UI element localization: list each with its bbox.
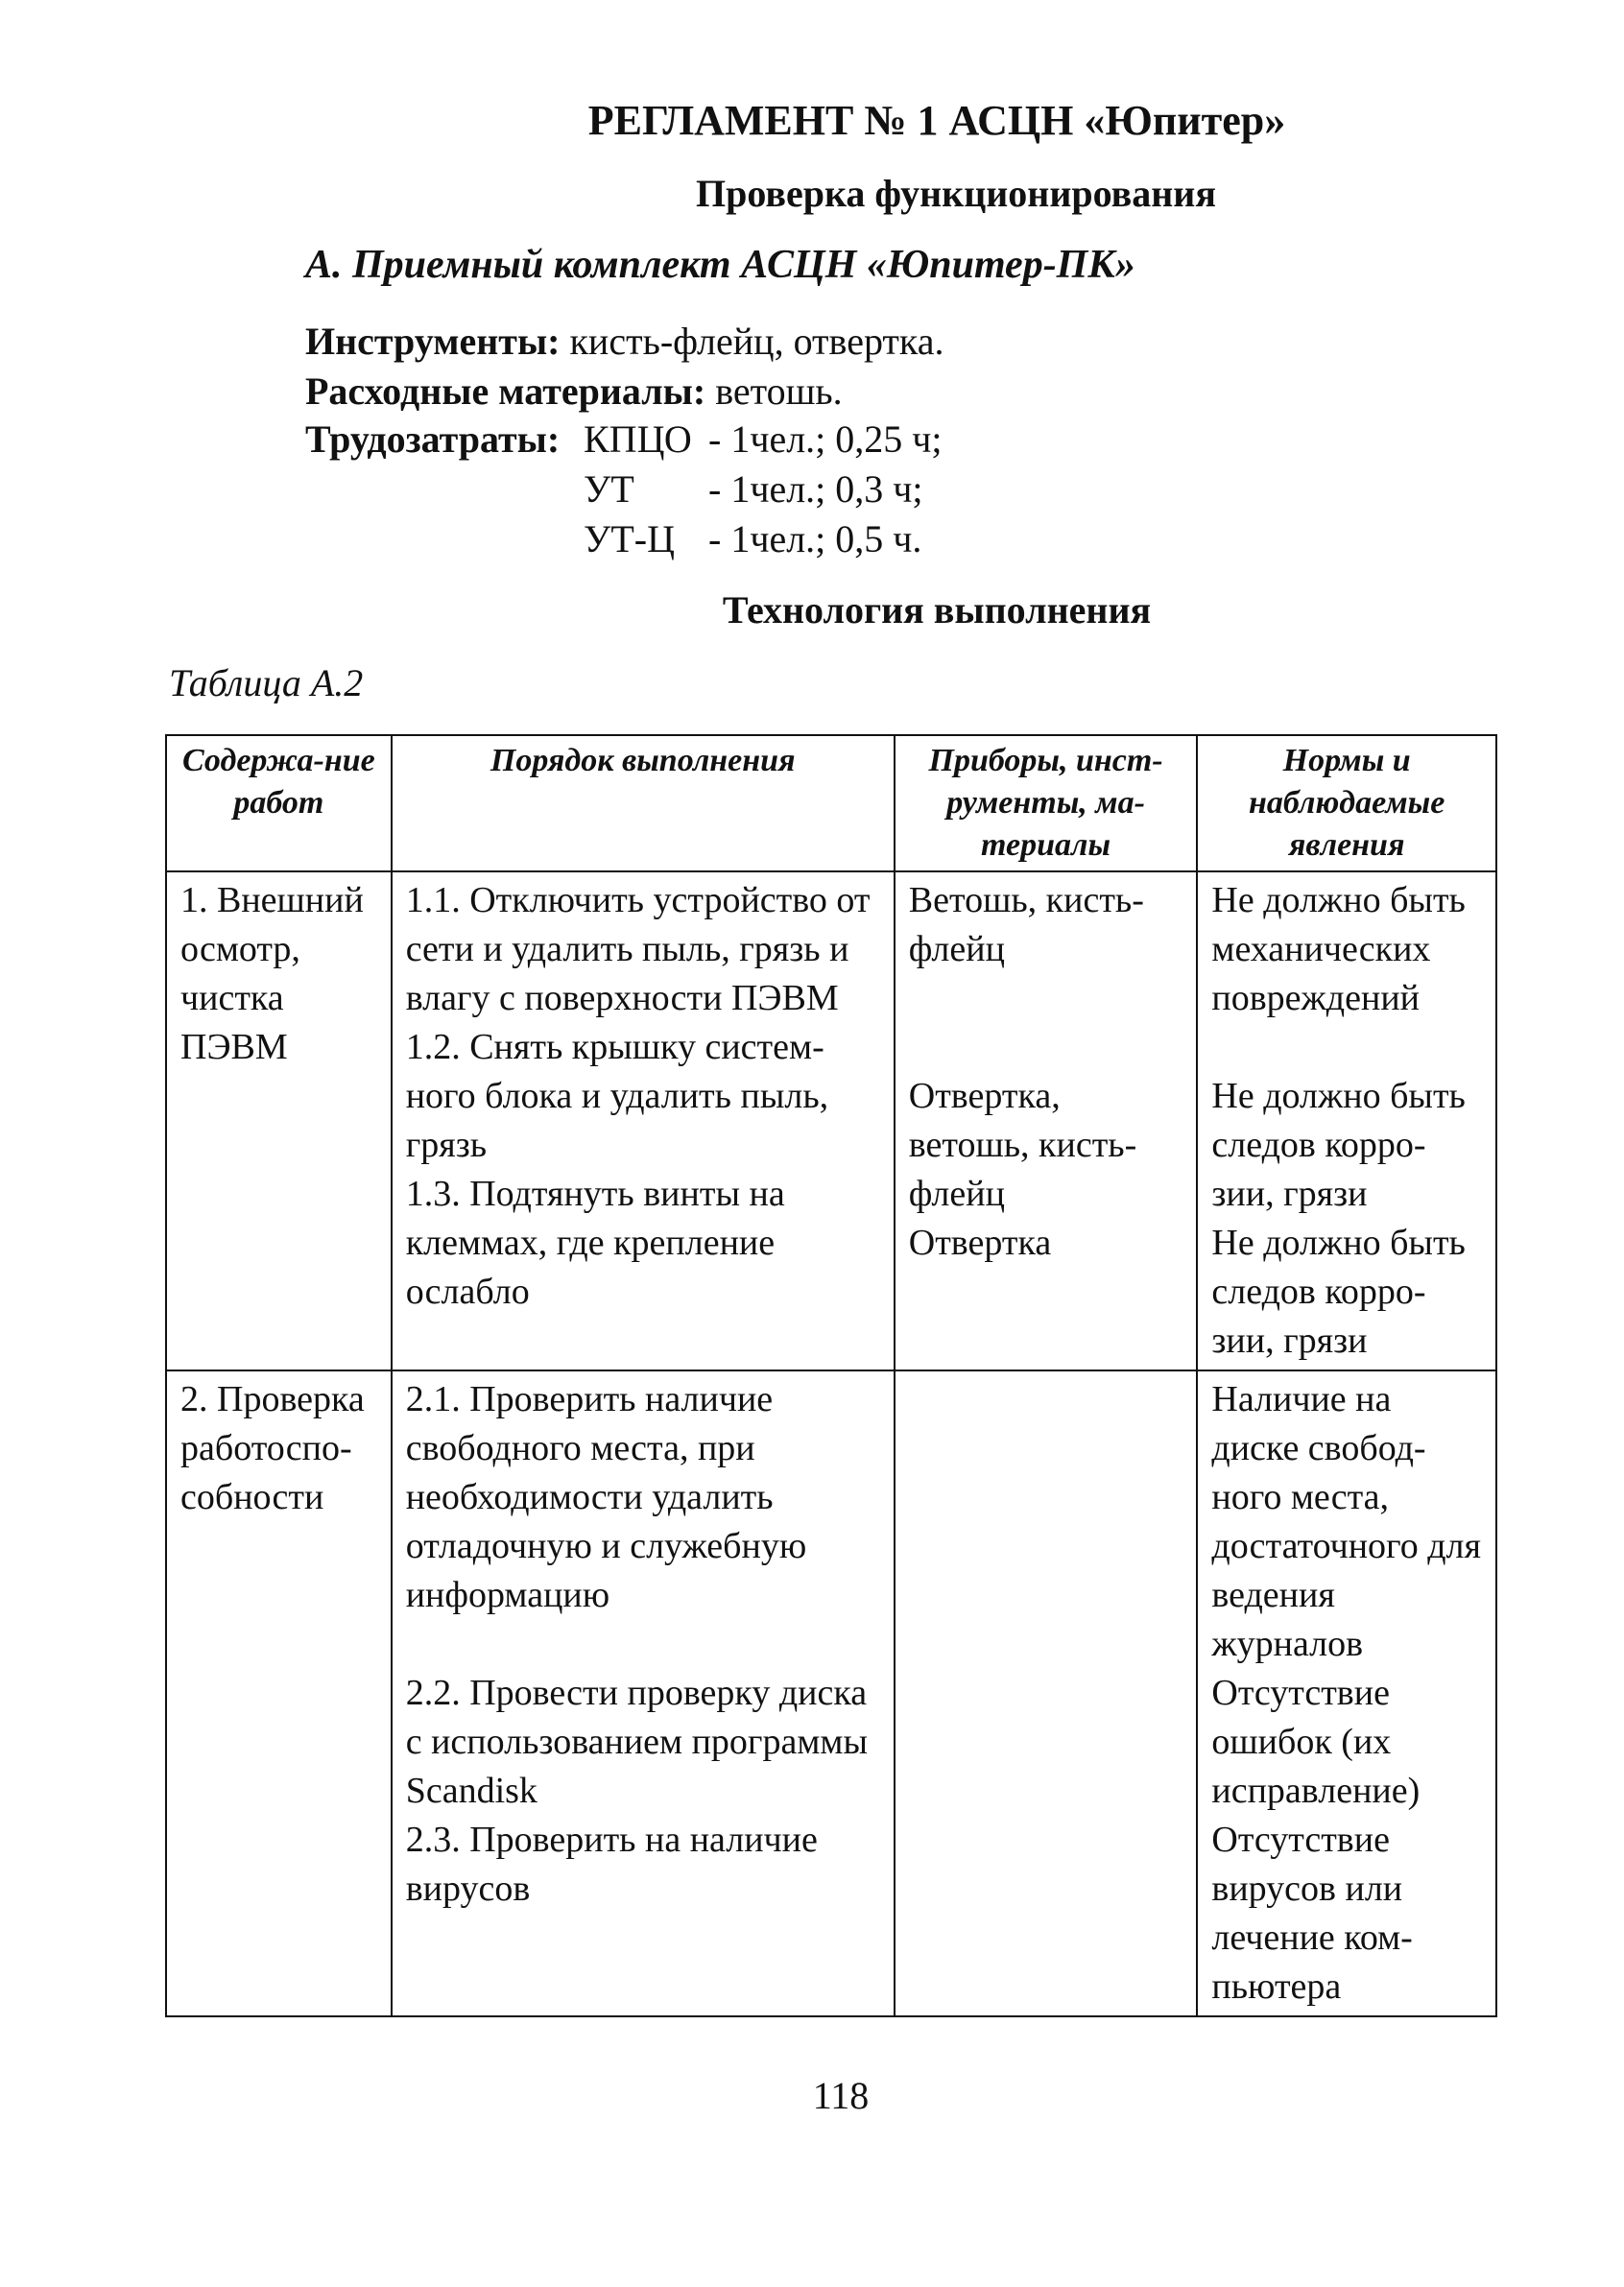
norm-item: Не должно быть следов корро-зии, грязи xyxy=(1211,1076,1466,1214)
document-title: РЕГЛАМЕНТ № 1 АСЦН «Юпитер» xyxy=(587,97,1286,144)
labor-row xyxy=(305,415,943,465)
labor-row xyxy=(305,514,943,564)
row-steps xyxy=(392,871,895,1370)
labor-code: УТ-Ц xyxy=(584,517,675,560)
step-item: 1.3. Подтянуть винты на клеммах, где крепление ослабло xyxy=(405,1174,785,1312)
norm-item: Отсутствие ошибок (их исправление) xyxy=(1211,1673,1421,1811)
step-item: 2.2. Провести проверку диска с использованием программы Scandisk xyxy=(405,1673,868,1811)
labor-code: КПЦО xyxy=(584,417,692,461)
tool-item: Ветошь, кисть-флейц xyxy=(908,880,1144,969)
row-tools xyxy=(895,871,1198,1370)
row-content: 2. Проверка работоспо-собности xyxy=(166,1370,392,2016)
row-content: 1. Внешний осмотр, чистка ПЭВМ xyxy=(166,871,392,1370)
row-steps xyxy=(392,1370,895,2016)
step-item: 1.2. Снять крышку систем-ного блока и удалить пыль, грязь xyxy=(405,1027,829,1165)
header-procedure: Порядок выполнения xyxy=(392,735,895,871)
labor-code: УТ xyxy=(584,467,634,511)
labor-row xyxy=(305,465,943,514)
header-content: Содержа-ние работ xyxy=(166,735,392,871)
materials-line xyxy=(305,367,843,417)
materials-label: Расходные материалы: xyxy=(305,369,706,413)
table-caption: Таблица А.2 xyxy=(169,661,364,704)
step-item: 2.1. Проверить наличие свободного места, при необходимости удалить отладочную и служебную информацию xyxy=(405,1379,807,1615)
norm-item: Не должно быть механических повреждений xyxy=(1211,880,1466,1018)
section-heading: А. Приемный комплект АСЦН «Юпитер-ПК» xyxy=(305,243,1135,287)
table-row xyxy=(166,1370,1496,2016)
step-item: 1.1. Отключить устройство от сети и удалить пыль, грязь и влагу с поверхности ПЭВМ xyxy=(405,880,871,1018)
header-norms: Нормы и наблюдаемые явления xyxy=(1197,735,1496,871)
page-number: 118 xyxy=(812,2074,870,2117)
tools-value: кисть-флейц, отвертка. xyxy=(560,320,944,363)
norm-item: Не должно быть следов корро-зии, грязи xyxy=(1211,1223,1466,1361)
norm-item: Отсутствие вирусов или лечение ком-пьютера xyxy=(1211,1820,1413,2007)
header-tools: Приборы, инст-рументы, ма-териалы xyxy=(895,735,1198,871)
tools-label: Инструменты: xyxy=(305,320,561,363)
labor-value: - 1чел.; 0,5 ч. xyxy=(708,517,922,560)
step-item: 2.3. Проверить на наличие вирусов xyxy=(405,1820,818,1909)
labor-block xyxy=(305,415,943,564)
table-row xyxy=(166,871,1496,1370)
norm-item: Наличие на диске свобод-ного места, достаточного для ведения журналов xyxy=(1211,1379,1481,1664)
labor-label: Трудозатраты: xyxy=(305,417,561,461)
row-norms xyxy=(1197,871,1496,1370)
tool-item: Отвертка xyxy=(908,1223,1052,1263)
row-norms xyxy=(1197,1370,1496,2016)
tools-line xyxy=(305,317,943,367)
procedure-table xyxy=(165,734,1497,2017)
row-tools xyxy=(895,1370,1198,2016)
tool-item: Отвертка, ветошь, кисть-флейц xyxy=(908,1076,1137,1214)
materials-value: ветошь. xyxy=(705,369,843,413)
document-subtitle: Проверка функционирования xyxy=(696,172,1216,215)
labor-value: - 1чел.; 0,3 ч; xyxy=(708,467,923,511)
labor-value: - 1чел.; 0,25 ч; xyxy=(708,417,943,461)
technology-title: Технология выполнения xyxy=(722,588,1152,631)
table-header-row xyxy=(166,735,1496,871)
